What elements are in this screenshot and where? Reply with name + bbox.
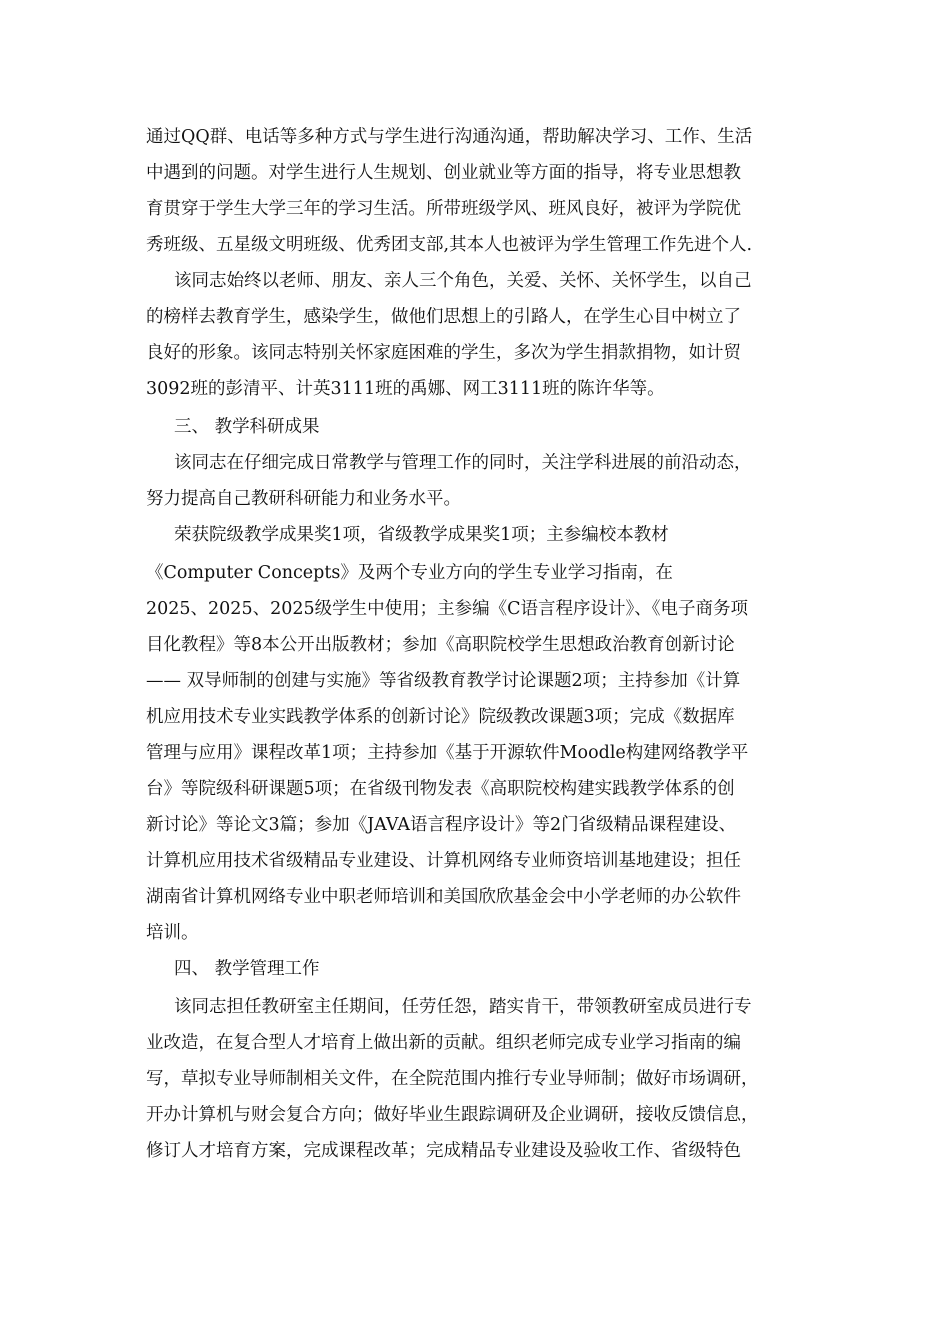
text-line: 秀班级、五星级文明班级、优秀团支部,其本人也被评为学生管理工作先进个人.: [146, 235, 753, 255]
text-line: 培训。: [146, 923, 199, 943]
text-line: 写，草拟专业导师制相关文件，在全院范围内推行专业导师制；做好市场调研，: [146, 1069, 759, 1089]
section-heading: 四、 教学管理工作: [174, 959, 320, 979]
text-line: 育贯穿于学生大学三年的学习生活。所带班级学风、班风良好，被评为学院优: [146, 199, 741, 219]
text-line: 业改造，在复合型人才培育上做出新的贡献。组织老师完成专业学习指南的编: [146, 1033, 741, 1053]
text-line: 中遇到的问题。对学生进行人生规划、创业就业等方面的指导，将专业思想教: [146, 163, 741, 183]
section-heading: 三、 教学科研成果: [174, 417, 320, 437]
text-line: 目化教程》等8本公开出版教材；参加《高职院校学生思想政治教育创新讨论: [146, 635, 735, 655]
paragraph-start-line: 该同志始终以老师、朋友、亲人三个角色，关爱、关怀、关怀学生，以自己: [174, 271, 752, 291]
paragraph-start-line: 该同志担任教研室主任期间，任劳任怨，踏实肯干，带领教研室成员进行专: [174, 997, 752, 1017]
text-line: 的榜样去教育学生，感染学生，做他们思想上的引路人，在学生心目中树立了: [146, 307, 741, 327]
paragraph-start-line: 该同志在仔细完成日常教学与管理工作的同时，关注学科进展的前沿动态，: [174, 453, 752, 473]
text-line: 管理与应用》课程改革1项；主持参加《基于开源软件Moodle构建网络教学平: [146, 743, 749, 763]
text-line: 3092班的彭清平、计英3111班的禹娜、网工3111班的陈许华等。: [146, 379, 665, 399]
text-line: 湖南省计算机网络专业中职老师培训和美国欣欣基金会中小学老师的办公软件: [146, 887, 741, 907]
text-line: 努力提高自己教研科研能力和业务水平。: [146, 489, 461, 509]
text-line: 计算机应用技术省级精品专业建设、计算机网络专业师资培训基地建设；担任: [146, 851, 741, 871]
text-line: 《Computer Concepts》及两个专业方向的学生专业学习指南，在: [146, 563, 673, 583]
text-line: 2025、2025、2025级学生中使用；主参编《C语言程序设计》、《电子商务项: [146, 599, 748, 619]
text-line: 良好的形象。该同志特别关怀家庭困难的学生，多次为学生捐款捐物，如计贸: [146, 343, 741, 363]
text-line: 新讨论》等论文3篇；参加《JAVA语言程序设计》等2门省级精品课程建设、: [146, 815, 737, 835]
text-line: —— 双导师制的创建与实施》等省级教育教学讨论课题2项；主持参加《计算: [146, 671, 741, 691]
text-line: 台》等院级科研课题5项；在省级刊物发表《高职院校构建实践教学体系的创: [146, 779, 735, 799]
text-line: 修订人才培育方案，完成课程改革；完成精品专业建设及验收工作、省级特色: [146, 1141, 741, 1161]
text-line: 开办计算机与财会复合方向；做好毕业生跟踪调研及企业调研，接收反馈信息，: [146, 1105, 759, 1125]
paragraph-start-line: 荣获院级教学成果奖1项，省级教学成果奖1项；主参编校本教材: [174, 525, 669, 545]
text-line: 机应用技术专业实践教学体系的创新讨论》院级教改课题3项；完成《数据库: [146, 707, 735, 727]
text-line: 通过QQ群、电话等多种方式与学生进行沟通沟通，帮助解决学习、工作、生活: [146, 127, 753, 147]
